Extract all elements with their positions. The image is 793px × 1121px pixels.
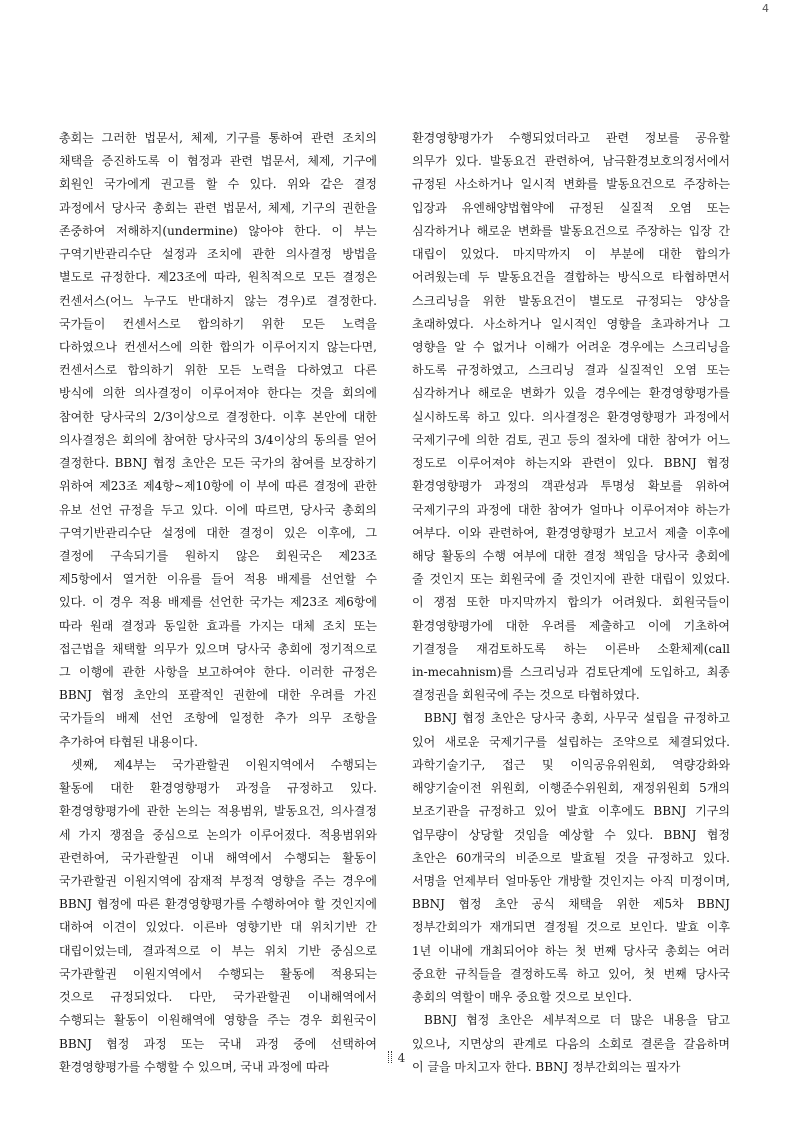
text-line: 총회는 그러한 법문서, 체제, 기구를 통하여 관련 조치의	[59, 131, 377, 145]
text-line: 해당 활동의 수행 여부에 대한 결정 책임을 당사국 총회에	[412, 548, 730, 563]
text-line: 규정된 사소하거나 일시적 변화를 발동요건으로 주장하는	[412, 177, 730, 192]
text-line: BBNJ 협정 초안은 당사국 총회, 사무국 설립을 규정하고	[424, 711, 730, 726]
text-line: 있어 새로운 국제기구를 설립하는 조약으로 체결되었다.	[412, 734, 730, 749]
text-line: 초안은 60개국의 비준으로 발효될 것을 규정하고 있다.	[412, 850, 730, 865]
text-line: 제5항에서 열거한 이유를 들어 적용 배제를 선언할 수	[59, 572, 377, 587]
text-line: 환경영향평가에 관한 논의는 적용범위, 발동요건, 의사결정	[59, 804, 377, 819]
text-line: 심각하거나 해로운 변화가 있을 경우에는 환경영향평가를	[412, 386, 730, 401]
text-line: 결정에 구속되기를 원하지 않은 회원국은 제23조	[59, 548, 377, 563]
text-line: 과학기술기구, 접근 및 이익공유위원회, 역량강화와	[412, 757, 730, 772]
header-page-number: 4	[762, 2, 769, 15]
text-line: 결정한다. BBNJ 협정 초안은 모든 국가의 참여를 보장하기	[59, 456, 377, 471]
text-line: 대립이었는데, 결과적으로 이 부는 위치 기반 중심으로	[59, 943, 377, 958]
text-line: 초래하였다. 사소하거나 일시적인 영향을 초과하거나 그	[412, 316, 730, 331]
text-line: 서명을 언제부터 얼마동안 개방할 것인지는 아직 미정이며,	[412, 874, 730, 888]
page-footer	[0, 1051, 793, 1065]
text-line: 이 글을 마치고자 한다. BBNJ 정부간회의는 필자가	[412, 1059, 681, 1074]
text-line: 환경영향평가 과정의 객관성과 투명성 확보를 위하여	[412, 479, 730, 494]
text-line: 별도로 규정한다. 제23조에 따라, 원칙적으로 모든 결정은	[59, 270, 377, 285]
text-line: 업무량이 상당할 것임을 예상할 수 있다. BBNJ 협정	[412, 827, 730, 842]
footer-page-number: 4	[397, 1051, 406, 1065]
text-line: 참여한 당사국의 2/3이상으로 결정한다. 이후 본안에 대한	[59, 409, 377, 424]
text-line: 국제기구의 과정에 대한 참여가 얼마나 이루어져야 하는가	[412, 502, 730, 517]
text-line: 환경영향평가가 수행되었더라고 관련 정보를 공유할	[412, 131, 730, 145]
text-line: 해양기술이전 위원회, 이행준수위원회, 재정위원회 5개의	[412, 781, 730, 796]
text-line: 위하여 제23조 제4항~제10항에 이 부에 따른 결정에 관한	[59, 479, 377, 494]
text-line: BBNJ 협정 초안 공식 채택을 위한 제5차 BBNJ	[412, 897, 730, 912]
text-line: 중요한 규칙들을 결정하도록 하고 있어, 첫 번째 당사국	[412, 966, 730, 981]
text-line: 국가관할권 이원지역에 잠재적 부정적 영향을 주는 경우에	[59, 874, 377, 888]
text-line: 결정권을 회원국에 주는 것으로 타협하였다.	[412, 688, 640, 703]
text-line: 세 가지 쟁점을 중심으로 논의가 이루어졌다. 적용범위와	[59, 827, 377, 842]
text-line: 의무가 있다. 발동요건 관련하여, 남극환경보호의정서에서	[412, 154, 730, 169]
text-line: 그 이행에 관한 사항을 보고하여야 한다. 이러한 규정은	[59, 665, 377, 680]
text-line: 국제기구에 의한 검토, 권고 등의 절차에 대한 참여가 어느	[412, 432, 730, 447]
text-line: 기결정을 재검토하도록 하는 이른바 소환체제(call	[412, 641, 730, 656]
text-line: 접근법을 채택할 의무가 있으며 당사국 총회에 정기적으로	[59, 641, 377, 656]
text-line: 셋째, 제4부는 국가관할권 이원지역에서 수행되는	[71, 757, 377, 772]
text-line: 보조기관을 규정하고 있어 발효 이후에도 BBNJ 기구의	[412, 804, 730, 819]
text-line: 1년 이내에 개최되어야 하는 첫 번째 당사국 총회는 여러	[412, 943, 730, 958]
text-line: 회원인 국가에게 권고를 할 수 있다. 위와 같은 결정	[59, 177, 377, 192]
text-line: 입장과 유엔해양법협약에 규정된 실질적 오염 또는	[412, 200, 730, 215]
text-line: 국가들이 컨센서스로 합의하기 위한 모든 노력을	[59, 316, 377, 331]
text-line: 정부간회의가 재개되면 결정될 것으로 보인다. 발효 이후	[412, 920, 730, 935]
text-line: BBNJ 협정에 따른 환경영향평가를 수행하여야 할 것인지에	[59, 897, 377, 912]
text-line: 줄 것인지 또는 회원국에 줄 것인지에 관한 대립이 있었다.	[412, 572, 730, 587]
text-line: 대하여 이견이 있었다. 이른바 영향기반 대 위치기반 간	[59, 920, 377, 935]
text-line: BBNJ 협정 초안의 포괄적인 권한에 대한 우려를 가진	[59, 688, 377, 703]
right-text-column	[412, 127, 730, 1079]
text-line: 총회의 역할이 매우 중요할 것으로 보인다.	[412, 990, 632, 1005]
text-line: 어려웠는데 두 발동요건을 결합하는 방식으로 타협하면서	[412, 270, 730, 285]
text-line: 의사결정은 회의에 참여한 당사국의 3/4이상의 동의를 얻어	[59, 432, 377, 447]
text-line: 환경영향평가를 수행할 수 있으며, 국내 과정에 따라	[59, 1059, 330, 1074]
text-line: 수행되는 활동이 이원해역에 영향을 주는 경우 회원국이	[59, 1013, 377, 1028]
text-line: 과정에서 당사국 총회는 관련 법문서, 체제, 기구의 권한을	[59, 200, 377, 215]
text-line: 따라 원래 결정과 동일한 효과를 가지는 대체 조치 또는	[59, 618, 377, 633]
text-line: 채택을 증진하도록 이 협정과 관련 법문서, 체제, 기구에	[59, 154, 377, 169]
text-line: 영향을 알 수 없거나 이해가 어려운 경우에는 스크리닝을	[412, 339, 730, 354]
text-line: 컨센서스로 합의하기 위한 모든 노력을 다하였고 다른	[59, 363, 377, 378]
text-line: 구역기반관리수단 설정과 조치에 관한 의사결정 방법을	[59, 247, 377, 262]
left-text-column	[59, 127, 377, 1079]
text-line: 스크리닝을 위한 발동요건이 별도로 규정되는 양상을	[412, 293, 730, 308]
text-line: 이 쟁점 또한 마지막까지 합의가 어려웠다. 회원국들이	[412, 595, 730, 610]
text-line: 대립이 있었다. 마지막까지 이 부분에 대한 합의가	[412, 247, 730, 262]
text-line: 있으나, 지면상의 관계로 다음의 소회로 결론을 갈음하며	[412, 1036, 730, 1051]
text-line: 추가하여 타협된 내용이다.	[59, 734, 198, 749]
footer-marker-icon	[388, 1051, 392, 1063]
text-line: 방식에 의한 의사결정이 이루어져야 한다는 것을 회의에	[59, 386, 377, 401]
text-line: 국가관할권 이원지역에서 수행되는 활동에 적용되는	[59, 966, 377, 981]
text-line: BBNJ 협정 초안은 세부적으로 더 많은 내용을 담고	[424, 1013, 730, 1028]
text-line: 활동에 대한 환경영향평가 과정을 규정하고 있다.	[59, 781, 377, 796]
text-line: 정도로 이루어져야 하는지와 관련이 있다. BBNJ 협정	[412, 456, 730, 471]
text-line: 유보 선언 규정을 두고 있다. 이에 따르면, 당사국 총회의	[59, 502, 377, 517]
text-line: 컨센서스(어느 누구도 반대하지 않는 경우)로 결정한다.	[59, 293, 377, 308]
text-line: 것으로 규정되었다. 다만, 국가관할권 이내해역에서	[59, 990, 377, 1005]
text-line: 실시하도록 하고 있다. 의사결정은 환경영향평가 과정에서	[412, 409, 730, 424]
text-line: 심각하거나 해로운 변화를 발동요건으로 주장하는 입장 간	[412, 223, 730, 238]
text-line: 환경영향평가에 대한 우려를 제출하고 이에 기초하여	[412, 618, 730, 633]
text-line: 다하였으나 컨센서스에 의한 합의가 이루어지지 않는다면,	[59, 339, 377, 354]
text-line: 관련하여, 국가관할권 이내 해역에서 수행되는 활동이	[59, 850, 377, 865]
text-line: 여부다. 이와 관련하여, 환경영향평가 보고서 제출 이후에	[412, 525, 730, 540]
text-line: in-mecahnism)를 스크리닝과 검토단계에 도입하고, 최종	[412, 665, 730, 680]
text-line: 하도록 규정하였고, 스크리닝 결과 실질적인 오염 또는	[412, 363, 730, 378]
text-line: 국가들의 배제 선언 조항에 일정한 추가 의무 조항을	[59, 711, 377, 726]
text-line: 있다. 이 경우 적용 배제를 선언한 국가는 제23조 제6항에	[59, 595, 377, 610]
text-line: BBNJ 협정 과정 또는 국내 과정 중에 선택하여	[59, 1036, 377, 1051]
text-line: 존중하여 저해하지(undermine) 않아야 한다. 이 부는	[59, 223, 377, 238]
text-line: 구역기반관리수단 설정에 대한 결정이 있은 이후에, 그	[59, 525, 377, 540]
